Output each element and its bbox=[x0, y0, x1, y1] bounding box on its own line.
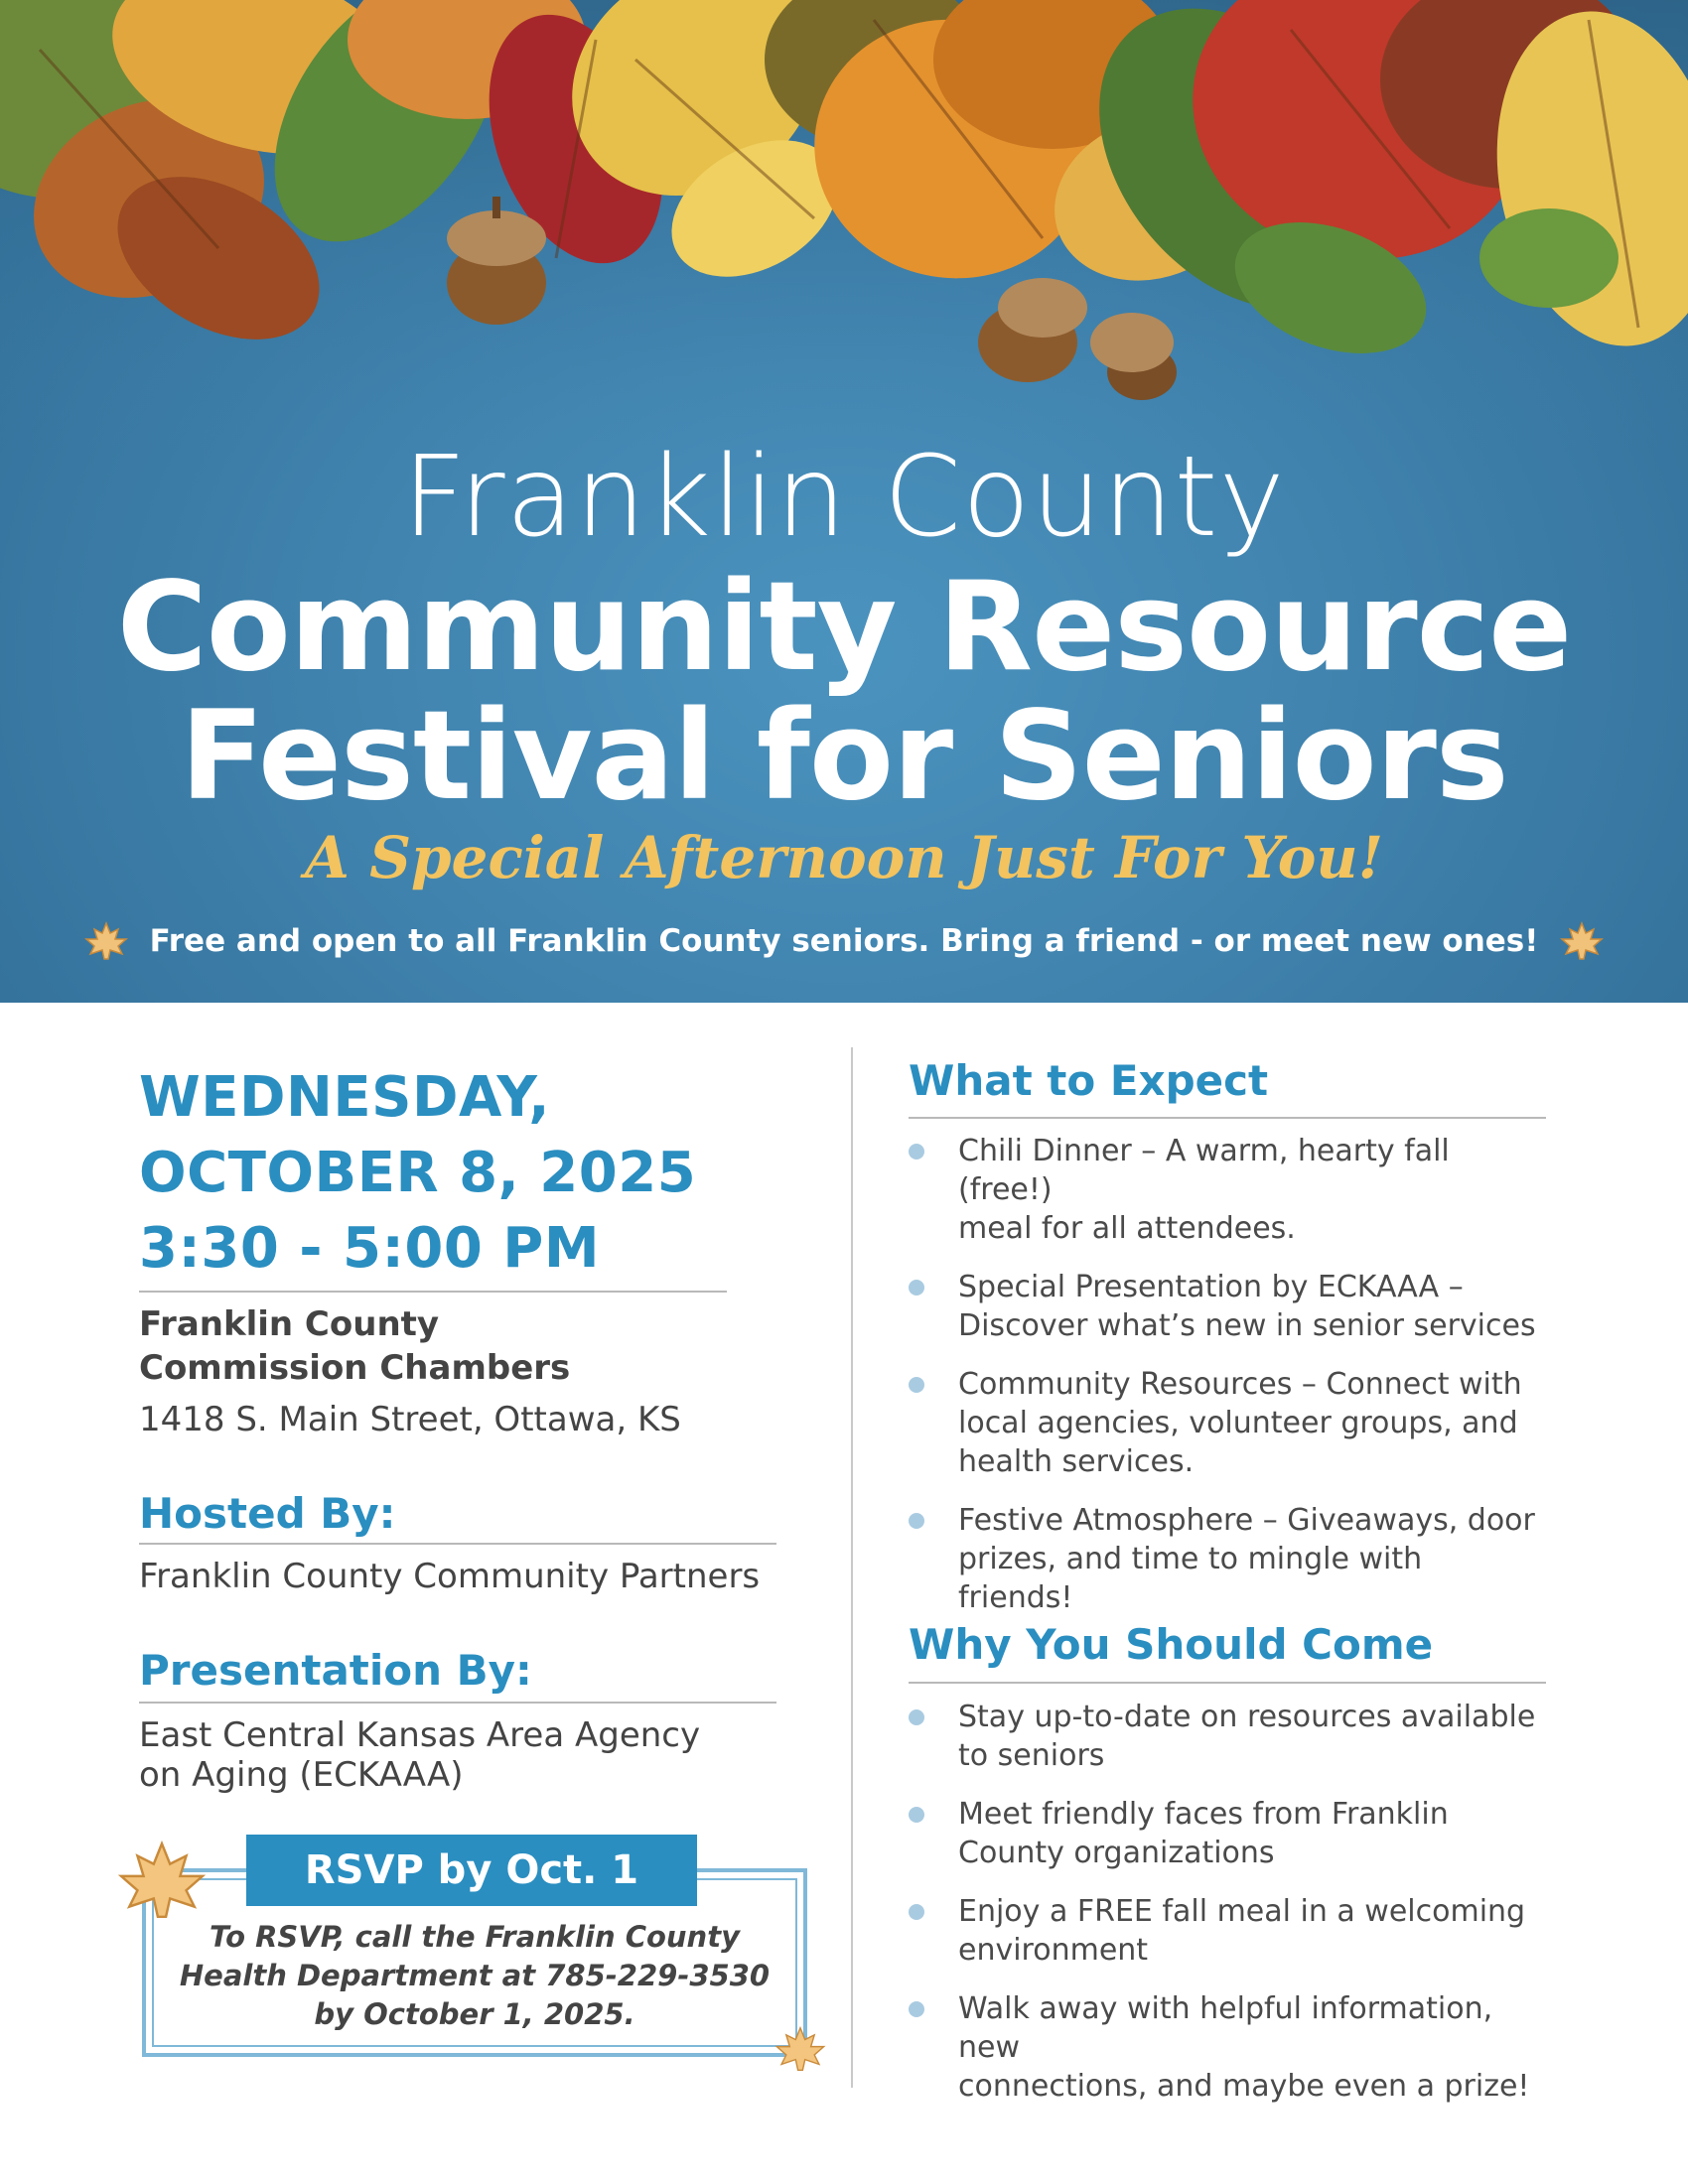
event-time: 3:30 - 5:00 PM bbox=[139, 1216, 601, 1281]
list-item: Walk away with helpful information, new connections, and maybe even a prize! bbox=[909, 1989, 1544, 2106]
maple-leaf-icon bbox=[84, 921, 128, 961]
list-item: Chili Dinner – A warm, hearty fall (free!) meal for all attendees. bbox=[909, 1132, 1544, 1248]
venue-line-1: Franklin County bbox=[139, 1304, 440, 1344]
hero-banner bbox=[0, 0, 1688, 1003]
hero-subtitle-row bbox=[0, 921, 1688, 961]
why-divider bbox=[909, 1682, 1546, 1684]
hosted-divider bbox=[139, 1543, 776, 1545]
event-date: OCTOBER 8, 2025 bbox=[139, 1141, 697, 1205]
presentation-divider bbox=[139, 1702, 776, 1704]
tagline: A Special Afternoon Just For You! bbox=[304, 824, 1384, 891]
maple-leaf-icon bbox=[1560, 921, 1604, 961]
title-line-franklin-county: Franklin County bbox=[402, 433, 1286, 562]
hosted-by-name: Franklin County Community Partners bbox=[139, 1557, 761, 1596]
rsvp-line-1: To RSVP, call the Franklin County bbox=[210, 1920, 740, 1954]
presentation-by-name bbox=[139, 1715, 700, 1795]
presentation-by-heading: Presentation By: bbox=[139, 1646, 532, 1695]
hosted-by-heading: Hosted By: bbox=[139, 1489, 396, 1538]
bullet-dot-icon bbox=[909, 1513, 924, 1529]
rsvp-line-3: by October 1, 2025. bbox=[314, 1997, 635, 2031]
expect-divider bbox=[909, 1117, 1546, 1119]
maple-leaf-icon bbox=[774, 2025, 826, 2073]
hero-subtitle: Free and open to all Franklin County seniors. Bring a friend - or meet new ones! bbox=[149, 923, 1539, 959]
bullet-dot-icon bbox=[909, 1709, 924, 1725]
list-item: Meet friendly faces from Franklin County organizations bbox=[909, 1795, 1544, 1872]
presenter-line-2: on Aging (ECKAAA) bbox=[139, 1755, 464, 1795]
event-address: 1418 S. Main Street, Ottawa, KS bbox=[139, 1400, 681, 1439]
bullet-dot-icon bbox=[909, 1280, 924, 1296]
what-to-expect-heading: What to Expect bbox=[909, 1056, 1269, 1105]
event-venue bbox=[139, 1302, 570, 1390]
list-item: Community Resources – Connect with local agencies, volunteer groups, and health services. bbox=[909, 1365, 1544, 1481]
list-item: Stay up-to-date on resources available to seniors bbox=[909, 1698, 1544, 1775]
maple-leaf-icon bbox=[117, 1839, 207, 1922]
column-divider bbox=[851, 1047, 853, 2088]
presenter-line-1: East Central Kansas Area Agency bbox=[139, 1715, 701, 1755]
why-you-should-come-list bbox=[909, 1698, 1544, 2106]
why-you-should-come-heading: Why You Should Come bbox=[909, 1620, 1434, 1669]
venue-line-2: Commission Chambers bbox=[139, 1348, 571, 1388]
list-item: Special Presentation by ECKAAA – Discover what’s new in senior services bbox=[909, 1268, 1544, 1345]
title-line-community-resource: Community Resource bbox=[116, 556, 1572, 699]
bullet-dot-icon bbox=[909, 2001, 924, 2017]
list-item: Enjoy a FREE fall meal in a welcoming environment bbox=[909, 1892, 1544, 1970]
bullet-dot-icon bbox=[909, 1807, 924, 1823]
rsvp-line-2: Health Department at 785-229-3530 bbox=[179, 1959, 771, 1992]
what-to-expect-list bbox=[909, 1132, 1544, 1617]
bullet-dot-icon bbox=[909, 1144, 924, 1160]
event-weekday: WEDNESDAY, bbox=[139, 1065, 550, 1130]
event-date-time bbox=[139, 1060, 696, 1287]
list-item: Festive Atmosphere – Giveaways, door prizes, and time to mingle with friends! bbox=[909, 1501, 1544, 1617]
date-divider bbox=[139, 1291, 727, 1293]
bullet-dot-icon bbox=[909, 1904, 924, 1920]
rsvp-banner: RSVP by Oct. 1 bbox=[246, 1835, 697, 1906]
title-line-festival-for-seniors: Festival for Seniors bbox=[180, 685, 1508, 828]
rsvp-instructions bbox=[152, 1918, 797, 2034]
bullet-dot-icon bbox=[909, 1377, 924, 1393]
